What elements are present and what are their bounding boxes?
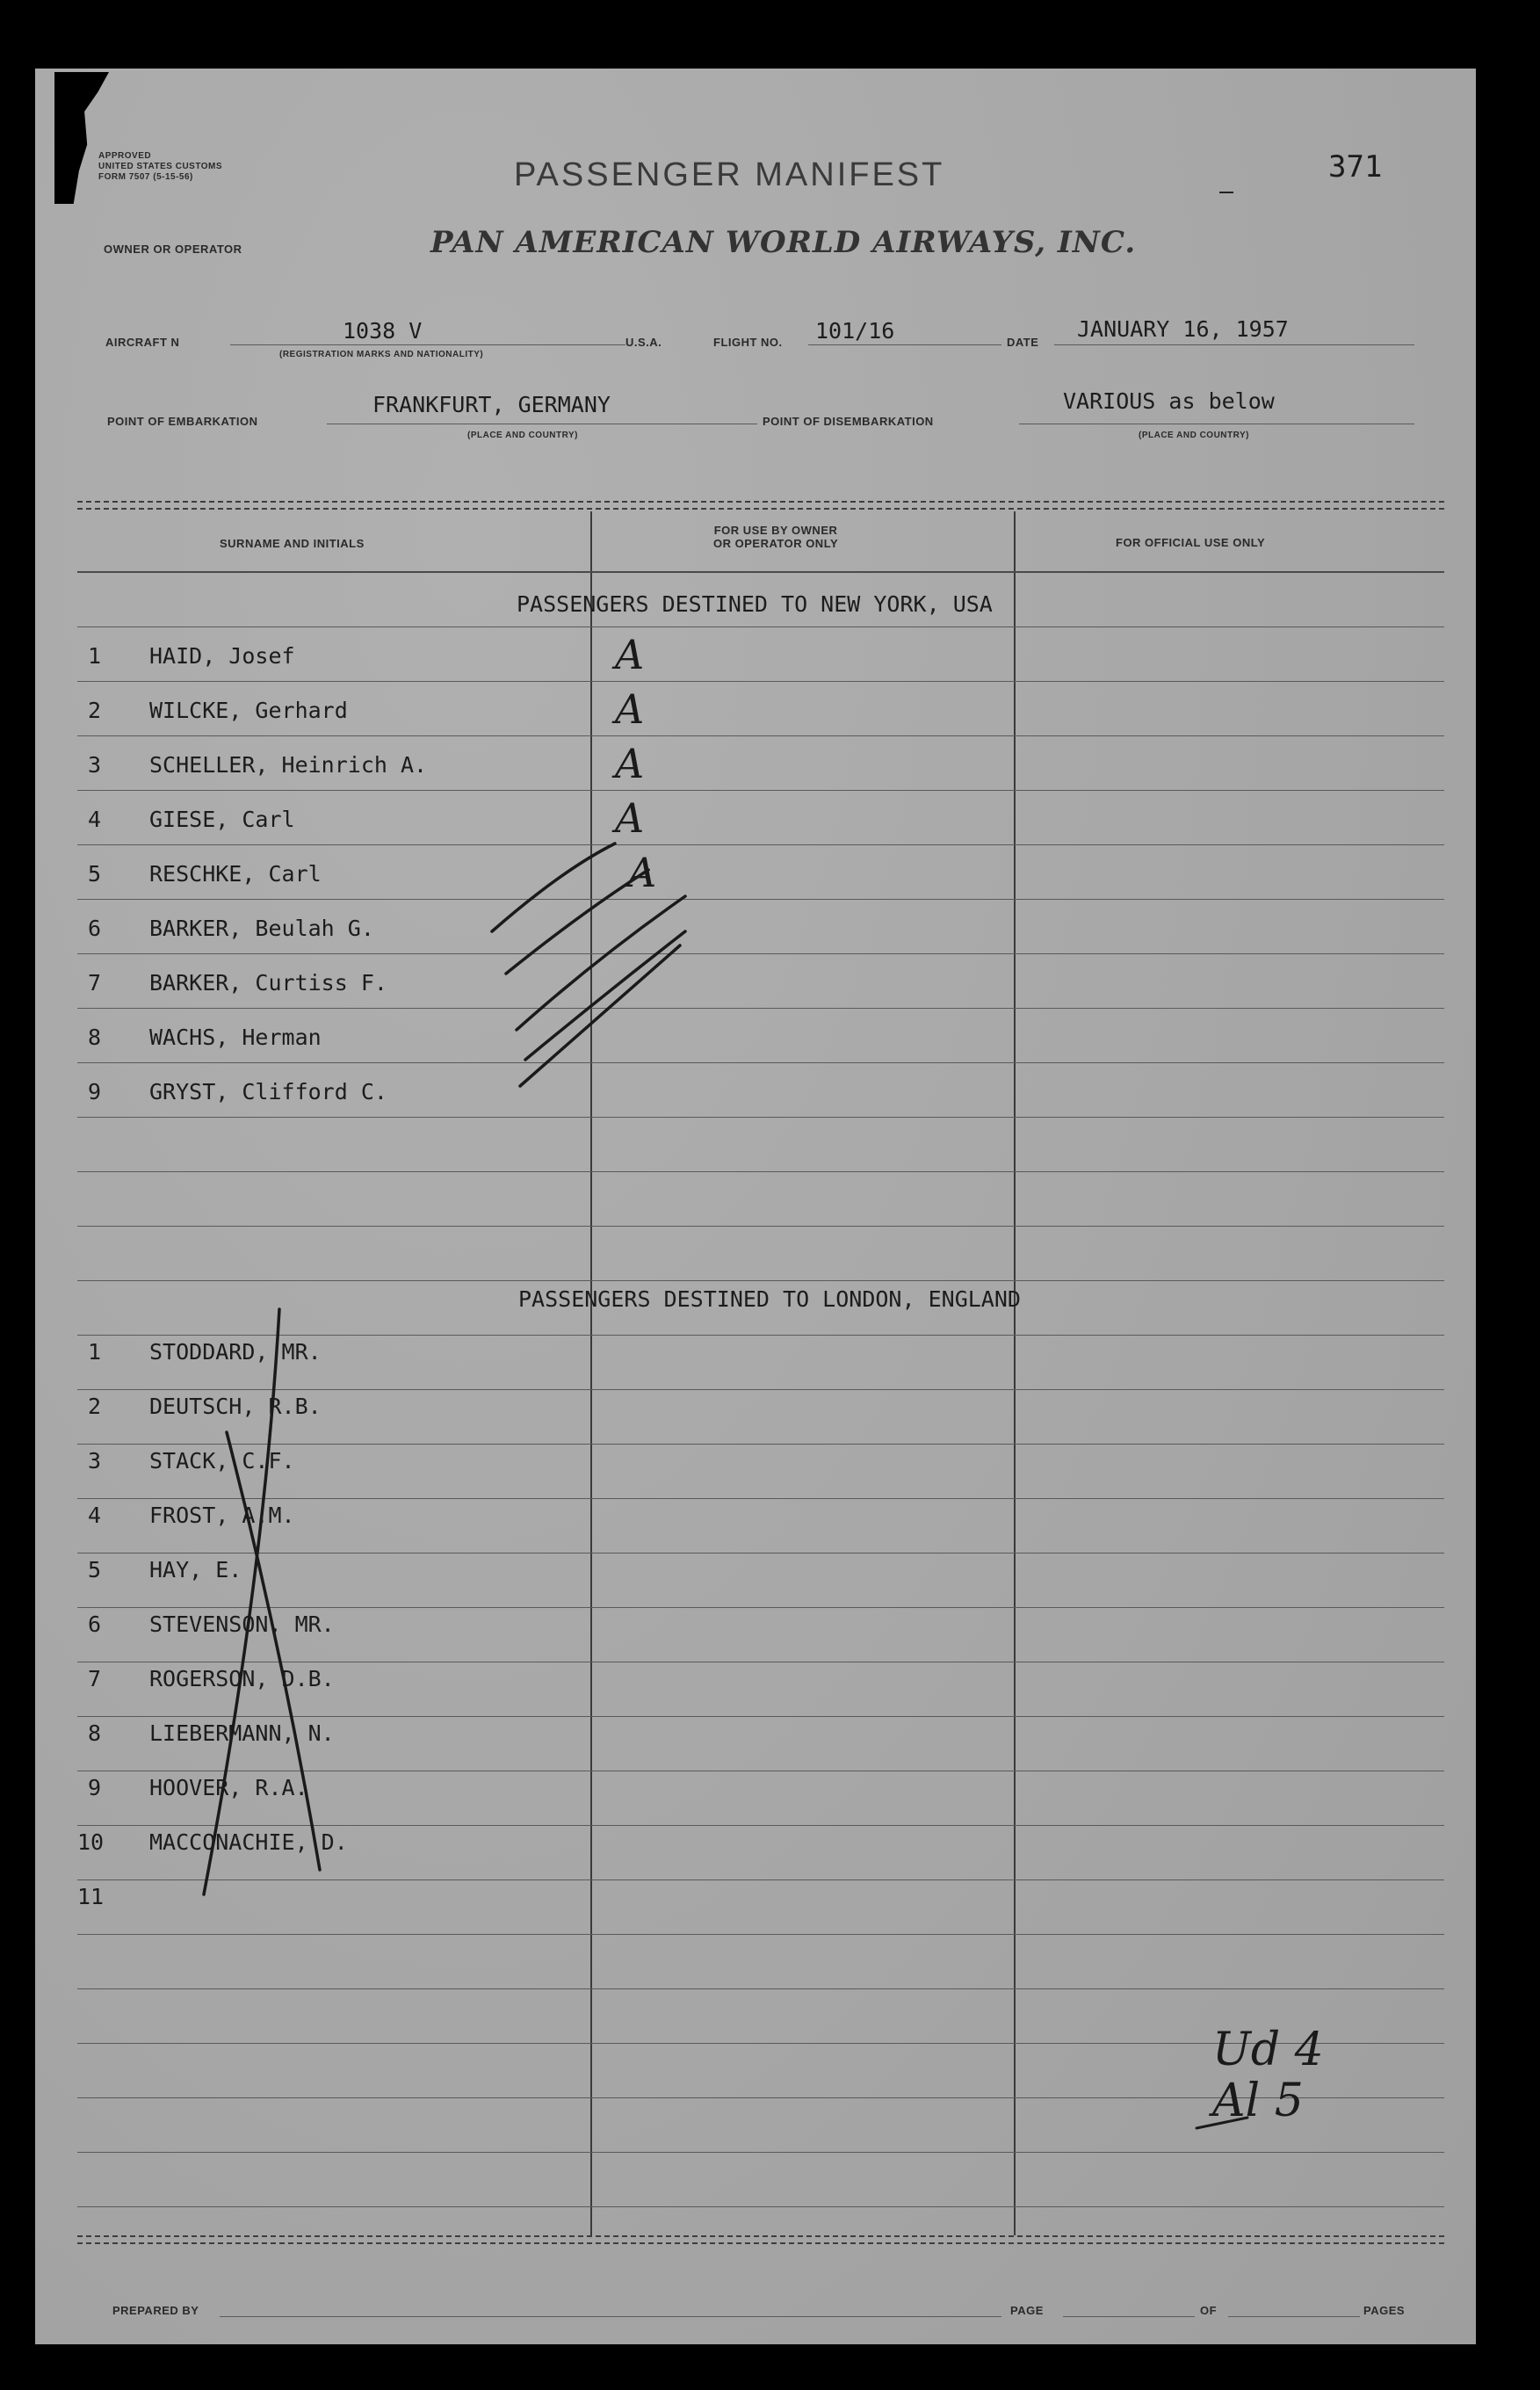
passenger-name: STEVENSON, MR.: [149, 1611, 335, 1637]
approval-line-2: UNITED STATES CUSTOMS: [98, 162, 223, 171]
passenger-name: WACHS, Herman: [149, 1025, 322, 1050]
row-number: 6: [88, 916, 102, 941]
passenger-name: LIEBERMANN, N.: [149, 1720, 335, 1746]
prepared-by-line: [220, 2316, 1001, 2317]
row-number: 11: [77, 1884, 105, 1909]
passenger-name: FROST, A.M.: [149, 1503, 295, 1528]
embark-value: FRANKFURT, GERMANY: [372, 392, 611, 417]
passenger-name: BARKER, Beulah G.: [149, 916, 374, 941]
section-heading-new-york: PASSENGERS DESTINED TO NEW YORK, USA: [517, 591, 993, 617]
row-number: 6: [88, 1611, 102, 1637]
approval-line-1: APPROVED: [98, 151, 152, 161]
row-number: 7: [88, 1666, 102, 1691]
tally-line-2: Al 5: [1212, 2075, 1304, 2127]
flight-value: 101/16: [815, 318, 895, 344]
check-stroke-5: [520, 945, 680, 1086]
owner-value: PAN AMERICAN WORLD AIRWAYS, INC.: [430, 225, 1137, 260]
check-stroke-2: [506, 870, 648, 974]
owner-use-line-1: FOR USE BY OWNER: [713, 524, 838, 537]
disembark-label: POINT OF DISEMBARKATION: [763, 415, 934, 428]
passenger-name: BARKER, Curtiss F.: [149, 970, 387, 996]
row-number: 2: [88, 698, 102, 723]
passenger-name: HAY, E.: [149, 1557, 242, 1582]
row-number: 9: [88, 1079, 102, 1104]
tally-line-1: Ud 4: [1212, 2024, 1324, 2076]
customs-mark: A: [615, 685, 645, 733]
row-number: 7: [88, 970, 102, 996]
embark-sub: (PLACE AND COUNTRY): [467, 431, 578, 440]
passenger-name: DEUTSCH, R.B.: [149, 1394, 322, 1419]
customs-mark: A: [615, 794, 645, 842]
row-number: 8: [88, 1025, 102, 1050]
of-line: [1228, 2316, 1360, 2317]
pages-label: PAGES: [1363, 2304, 1406, 2317]
passenger-name: MACCONACHIE, D.: [149, 1829, 348, 1855]
row-number: 1: [88, 643, 102, 669]
aircraft-value: 1038 V: [343, 318, 423, 344]
check-stroke-1: [492, 844, 615, 931]
passenger-name: GIESE, Carl: [149, 807, 295, 832]
date-label: DATE: [1007, 336, 1039, 349]
row-number: 5: [88, 1557, 102, 1582]
usa-label: U.S.A.: [625, 336, 662, 349]
embark-label: POINT OF EMBARKATION: [107, 415, 258, 428]
tally-notes: [1212, 2024, 1324, 2126]
aircraft-sub: (REGISTRATION MARKS AND NATIONALITY): [279, 350, 484, 359]
customs-mark: A: [615, 631, 645, 678]
table-bottom-border-2: [77, 2242, 1444, 2244]
col-header-surname: SURNAME AND INITIALS: [220, 537, 365, 550]
passenger-name: HOOVER, R.A.: [149, 1775, 308, 1800]
customs-mark: A: [627, 849, 657, 896]
passenger-name: ROGERSON, D.B.: [149, 1666, 335, 1691]
london-cross-stroke-2: [227, 1432, 320, 1870]
owner-label: OWNER OR OPERATOR: [104, 243, 242, 256]
row-number: 4: [88, 807, 102, 832]
disembark-value: VARIOUS as below: [1063, 388, 1275, 414]
table-bottom-border-1: [77, 2235, 1444, 2237]
row-number: 8: [88, 1720, 102, 1746]
row-number: 4: [88, 1503, 102, 1528]
page-title: PASSENGER MANIFEST: [514, 156, 945, 193]
section-heading-london: PASSENGERS DESTINED TO LONDON, ENGLAND: [518, 1286, 1021, 1312]
passenger-name: SCHELLER, Heinrich A.: [149, 752, 428, 778]
page-label: PAGE: [1010, 2304, 1044, 2317]
prepared-by-label: PREPARED BY: [112, 2304, 199, 2317]
check-stroke-4: [525, 931, 685, 1060]
passenger-name: STODDARD, MR.: [149, 1339, 322, 1365]
row-number: 1: [88, 1339, 102, 1365]
of-label: OF: [1200, 2304, 1218, 2317]
flight-label: FLIGHT NO.: [713, 336, 783, 349]
row-number: 3: [88, 752, 102, 778]
aircraft-label: AIRCRAFT N: [105, 336, 180, 349]
disembark-sub: (PLACE AND COUNTRY): [1139, 431, 1249, 440]
passenger-name: RESCHKE, Carl: [149, 861, 322, 887]
page-line: [1063, 2316, 1195, 2317]
approval-line-3: FORM 7507 (5-15-56): [98, 172, 193, 182]
passenger-name: HAID, Josef: [149, 643, 295, 669]
page-number: 371: [1328, 149, 1383, 185]
passenger-name: WILCKE, Gerhard: [149, 698, 348, 723]
passenger-name: GRYST, Clifford C.: [149, 1079, 387, 1104]
passenger-name: STACK, C.F.: [149, 1448, 295, 1474]
row-number: 2: [88, 1394, 102, 1419]
owner-use-line-2: OR OPERATOR ONLY: [713, 537, 839, 550]
row-number: 3: [88, 1448, 102, 1474]
customs-mark: A: [615, 740, 645, 787]
row-number: 5: [88, 861, 102, 887]
col-header-official: FOR OFFICIAL USE ONLY: [1116, 536, 1266, 549]
date-value: JANUARY 16, 1957: [1077, 316, 1289, 342]
row-number: 9: [88, 1775, 102, 1800]
row-number: 10: [77, 1829, 105, 1855]
